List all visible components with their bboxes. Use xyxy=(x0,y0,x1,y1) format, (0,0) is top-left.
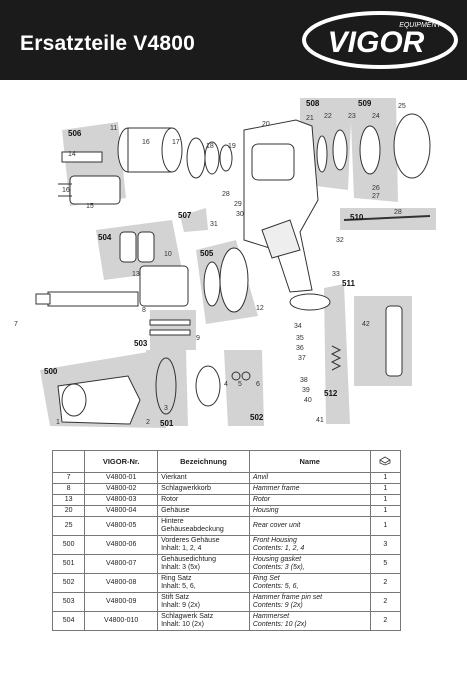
svg-text:509: 509 xyxy=(358,99,372,108)
svg-text:26: 26 xyxy=(372,185,380,192)
cell-en-line2: Contents: 5, 6, xyxy=(252,583,299,590)
svg-text:3: 3 xyxy=(164,405,168,412)
cell-en-line2: Contents: 9 (2x) xyxy=(252,602,303,609)
cell-qty: 1 xyxy=(370,517,400,536)
svg-text:16: 16 xyxy=(62,187,70,194)
col-pos xyxy=(53,451,85,473)
cell-nr: V4800-01 xyxy=(85,473,158,484)
cell-de-line1: Ring Satz xyxy=(161,574,192,582)
cell-de-line2: Inhalt: 5, 6, xyxy=(161,583,196,590)
cell-en-line1: Ring Set xyxy=(252,574,280,582)
cell-pos: 500 xyxy=(53,536,85,555)
svg-text:511: 511 xyxy=(342,279,355,288)
svg-text:504: 504 xyxy=(98,233,112,242)
cell-pos: 503 xyxy=(53,593,85,612)
svg-text:30: 30 xyxy=(236,211,244,218)
cell-de: Vierkant xyxy=(158,473,250,484)
svg-text:505: 505 xyxy=(200,249,214,258)
cell-de xyxy=(158,593,250,612)
cell-de xyxy=(158,517,250,536)
svg-text:40: 40 xyxy=(304,397,312,404)
svg-text:22: 22 xyxy=(324,113,332,120)
svg-text:16: 16 xyxy=(142,139,150,146)
svg-text:502: 502 xyxy=(250,413,264,422)
cell-en: Housing xyxy=(249,506,370,517)
cell-qty: 3 xyxy=(370,536,400,555)
cell-de xyxy=(158,555,250,574)
cell-pos: 20 xyxy=(53,506,85,517)
cell-qty: 2 xyxy=(370,574,400,593)
cell-pos: 501 xyxy=(53,555,85,574)
cell-qty: 2 xyxy=(370,593,400,612)
cell-qty: 1 xyxy=(370,473,400,484)
cell-de xyxy=(158,536,250,555)
cell-en xyxy=(249,593,370,612)
parts-table xyxy=(52,450,401,631)
svg-text:6: 6 xyxy=(256,381,260,388)
table-row xyxy=(53,555,401,574)
cell-qty: 1 xyxy=(370,495,400,506)
svg-text:32: 32 xyxy=(336,237,344,244)
svg-text:28: 28 xyxy=(394,209,402,216)
cell-de: Schlagwerkkorb xyxy=(158,484,250,495)
cell-qty: 2 xyxy=(370,612,400,631)
svg-text:20: 20 xyxy=(262,121,270,128)
table-row xyxy=(53,495,401,506)
logo-subtext: EQUIPMENT xyxy=(399,22,441,29)
svg-text:13: 13 xyxy=(132,271,140,278)
cell-de xyxy=(158,574,250,593)
svg-text:38: 38 xyxy=(300,377,308,384)
svg-text:21: 21 xyxy=(306,115,314,122)
svg-text:500: 500 xyxy=(44,367,58,376)
col-qty xyxy=(370,451,400,473)
svg-text:503: 503 xyxy=(134,339,148,348)
cell-pos: 13 xyxy=(53,495,85,506)
cell-de-line1: Stift Satz xyxy=(161,593,190,601)
svg-text:28: 28 xyxy=(222,191,230,198)
svg-text:11: 11 xyxy=(110,125,118,132)
svg-text:33: 33 xyxy=(332,271,340,278)
cell-en: Rotor xyxy=(249,495,370,506)
svg-text:506: 506 xyxy=(68,129,82,138)
cell-de-line1: Schlagwerk Satz xyxy=(161,612,214,620)
cell-en-line2: Contents: 10 (2x) xyxy=(252,621,307,628)
svg-text:42: 42 xyxy=(362,321,370,328)
cell-en-line2: Contents: 3 (5x), xyxy=(252,564,305,571)
cell-de-line1: Vorderes Gehäuse xyxy=(161,536,220,544)
svg-text:2: 2 xyxy=(146,419,150,426)
cell-nr: V4800-04 xyxy=(85,506,158,517)
svg-text:39: 39 xyxy=(302,387,310,394)
svg-text:34: 34 xyxy=(294,323,302,330)
cell-en xyxy=(249,536,370,555)
svg-text:4: 4 xyxy=(224,381,228,388)
col-name: Name xyxy=(249,451,370,473)
cell-de-line2: Gehäuseabdeckung xyxy=(161,526,224,533)
svg-text:23: 23 xyxy=(348,113,356,120)
svg-text:1: 1 xyxy=(56,419,60,426)
table-row xyxy=(53,574,401,593)
svg-text:35: 35 xyxy=(296,335,304,342)
table-row xyxy=(53,506,401,517)
cell-nr: V4800-03 xyxy=(85,495,158,506)
svg-text:36: 36 xyxy=(296,345,304,352)
table-row xyxy=(53,593,401,612)
cell-en-line1: Front Housing xyxy=(252,536,297,544)
col-vigor-nr: VIGOR-Nr. xyxy=(85,451,158,473)
svg-text:507: 507 xyxy=(178,211,192,220)
cell-en: Hammer frame xyxy=(249,484,370,495)
cell-en: Anvil xyxy=(249,473,370,484)
page-title: Ersatzteile V4800 xyxy=(20,32,196,55)
quantity-icon xyxy=(379,456,391,466)
svg-text:41: 41 xyxy=(316,417,324,424)
cell-pos: 25 xyxy=(53,517,85,536)
cell-nr: V4800-06 xyxy=(85,536,158,555)
table-row xyxy=(53,473,401,484)
svg-text:9: 9 xyxy=(196,335,200,342)
svg-text:31: 31 xyxy=(210,221,218,228)
cell-nr: V4800-08 xyxy=(85,574,158,593)
svg-text:508: 508 xyxy=(306,99,320,108)
svg-text:29: 29 xyxy=(234,201,242,208)
table-row xyxy=(53,536,401,555)
cell-en-line2: Contents: 1, 2, 4 xyxy=(252,545,305,552)
cell-qty: 1 xyxy=(370,484,400,495)
cell-de xyxy=(158,612,250,631)
svg-text:5: 5 xyxy=(238,381,242,388)
cell-de: Gehäuse xyxy=(158,506,250,517)
cell-nr: V4800-02 xyxy=(85,484,158,495)
svg-text:18: 18 xyxy=(206,143,214,150)
cell-de-line1: Hintere xyxy=(161,517,184,525)
table-row xyxy=(53,517,401,536)
exploded-view-diagram xyxy=(0,80,467,442)
cell-qty: 5 xyxy=(370,555,400,574)
svg-text:8: 8 xyxy=(142,307,146,314)
cell-de-line2: Inhalt: 3 (5x) xyxy=(161,564,201,571)
cell-de-line2: Inhalt: 10 (2x) xyxy=(161,621,204,628)
svg-text:512: 512 xyxy=(324,389,338,398)
cell-en: Rear cover unit xyxy=(249,517,370,536)
vigor-logo xyxy=(300,8,460,72)
svg-text:12: 12 xyxy=(256,305,264,312)
cell-nr: V4800-07 xyxy=(85,555,158,574)
svg-text:510: 510 xyxy=(350,213,364,222)
logo-wordmark: VIGOR xyxy=(327,26,425,59)
table-row xyxy=(53,612,401,631)
cell-en xyxy=(249,555,370,574)
cell-pos: 502 xyxy=(53,574,85,593)
svg-text:24: 24 xyxy=(372,113,380,120)
cell-en-line1: Hammerset xyxy=(252,612,290,620)
cell-en-line1: Hammer frame pin set xyxy=(252,593,323,601)
cell-en xyxy=(249,574,370,593)
cell-en-line1: Housing gasket xyxy=(252,555,302,563)
table-header-row xyxy=(53,451,401,473)
cell-en xyxy=(249,612,370,631)
cell-pos: 8 xyxy=(53,484,85,495)
svg-text:17: 17 xyxy=(172,139,180,146)
cell-de-line2: Inhalt: 9 (2x) xyxy=(161,602,201,609)
svg-text:14: 14 xyxy=(68,151,76,158)
col-bezeichnung: Bezeichnung xyxy=(158,451,250,473)
cell-nr: V4800-010 xyxy=(85,612,158,631)
svg-text:37: 37 xyxy=(298,355,306,362)
svg-text:27: 27 xyxy=(372,193,380,200)
svg-text:10: 10 xyxy=(164,251,172,258)
svg-text:15: 15 xyxy=(86,203,94,210)
svg-text:25: 25 xyxy=(398,103,406,110)
svg-text:19: 19 xyxy=(228,143,236,150)
svg-text:7: 7 xyxy=(14,321,18,328)
cell-qty: 1 xyxy=(370,506,400,517)
cell-pos: 504 xyxy=(53,612,85,631)
cell-de-line2: Inhalt: 1, 2, 4 xyxy=(161,545,202,552)
cell-de-line1: Gehäusedichtung xyxy=(161,555,216,563)
cell-nr: V4800-05 xyxy=(85,517,158,536)
cell-nr: V4800-09 xyxy=(85,593,158,612)
svg-text:501: 501 xyxy=(160,419,174,428)
table-row xyxy=(53,484,401,495)
cell-de: Rotor xyxy=(158,495,250,506)
cell-pos: 7 xyxy=(53,473,85,484)
page-header xyxy=(0,0,467,80)
